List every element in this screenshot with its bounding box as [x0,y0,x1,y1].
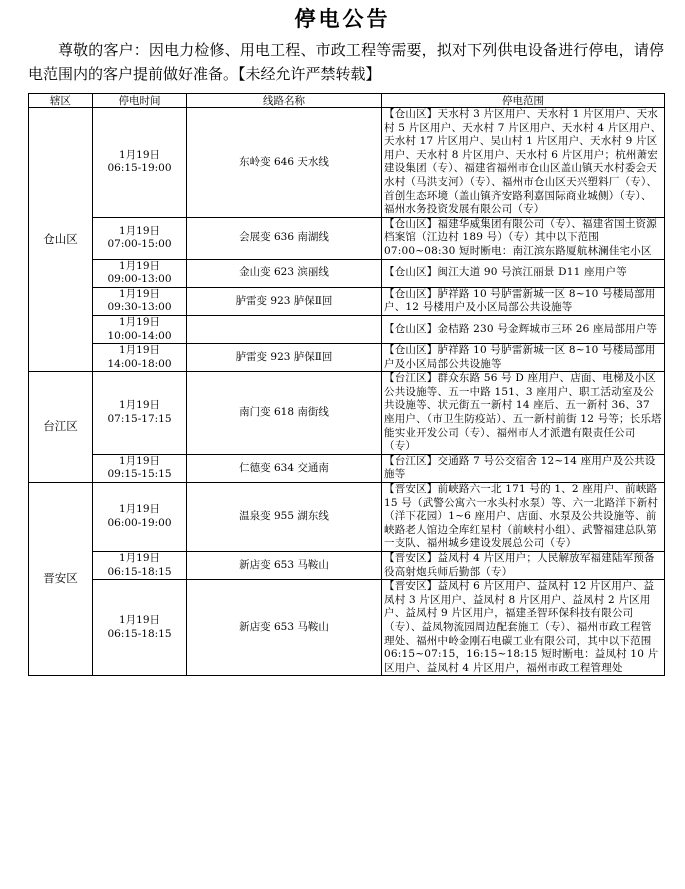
hours-text: 10:00-14:00 [107,329,172,342]
date-text: 1月19日 [118,614,161,627]
table-row [29,259,665,287]
district-cell: 晋安区 [29,483,93,676]
line-cell: 南门变 618 南街线 [187,372,382,455]
time-cell [93,552,187,580]
area-cell: 【仓山区】胪祥路 10 号胪雷新城一区 8~10 号楼局部用户及小区局部公共设施等 [382,344,665,372]
district-cell: 台江区 [29,372,93,483]
table-row [29,287,665,315]
time-cell [93,580,187,676]
time-cell [93,315,187,343]
line-cell: 新店变 653 马鞍山 [187,552,382,580]
area-cell: 【仓山区】天水村 3 片区用户、天水村 1 片区用户、天水村 5 片区用户、天水村 7 片区用户、天水村 4 片区用户、天水村 17 片区用户、吴山村 1 片区用户、天水村 9 片区用户、天水村 8 片区用户、天水村 6 片区用户；杭州萧宏建设集团（专）、福建省福州市仓山区盖山镇天水村委会天水村（马洪支河）（专）、福州市仓山区天兴塑料厂（专）、首创生态环境（盖山镇齐安路利嘉国际商业城侧）（专）、福州水务投资发展有限公司（专） [382,108,665,218]
header-line: 线路名称 [187,94,382,108]
hours-text: 07:00-15:00 [107,238,172,251]
date-text: 1月19日 [118,399,161,412]
header-time: 停电时间 [93,94,187,108]
table-row [29,344,665,372]
date-text: 1月19日 [118,315,161,328]
time-cell [93,287,187,315]
line-cell: 仁德变 634 交通南 [187,454,382,482]
time-cell [93,108,187,218]
time-cell [93,454,187,482]
line-cell: 金山变 623 滨丽线 [187,259,382,287]
table-row [29,217,665,259]
hours-text: 09:00-13:00 [107,273,172,286]
table-row [29,108,665,218]
date-text: 1月19日 [118,287,161,300]
date-text: 1月19日 [118,344,161,357]
hours-text: 09:15-15:15 [107,468,172,481]
line-cell [187,315,382,343]
district-cell: 仓山区 [29,108,93,372]
table-row [29,315,665,343]
line-cell: 新店变 653 马鞍山 [187,580,382,676]
page-title: 停电公告 [294,6,391,31]
area-cell: 【仓山区】胪祥路 10 号胪雷新城一区 8~10 号楼局部用户、12 号楼用户及小区局部公共设施等 [382,287,665,315]
hours-text: 14:00-18:00 [107,357,172,370]
time-cell [93,344,187,372]
intro-paragraph: 尊敬的客户：因电力检修、用电工程、市政工程等需要，拟对下列供电设备进行停电，请停电范围内的客户提前做好准备。【未经允许严禁转载】 [28,41,664,83]
area-cell: 【仓山区】金桔路 230 号金辉城市三环 26 座局部用户等 [382,315,665,343]
time-cell [93,217,187,259]
table-row [29,483,665,552]
time-cell [93,259,187,287]
hours-text: 06:15-18:15 [107,565,172,578]
date-text: 1月19日 [118,454,161,467]
table-row [29,454,665,482]
line-cell: 会展变 636 南湖线 [187,217,382,259]
table-row [29,552,665,580]
area-cell: 【仓山区】福建华威集团有限公司（专）、福建省国土资源档案馆（江边村 189 号）（专）其中以下范围 07:00~08:30 短时断电：南江滨东路厦航林澜佳宅小区 [382,217,665,259]
area-cell: 【晋安区】益凤村 4 片区用户；人民解放军福建陆军预备役高射炮兵师后勤部（专） [382,552,665,580]
time-cell [93,372,187,455]
line-cell: 胪雷变 923 胪保Ⅱ回 [187,287,382,315]
hours-text: 06:15-18:15 [107,627,172,640]
date-text: 1月19日 [118,259,161,272]
hours-text: 07:15-17:15 [107,413,172,426]
date-text: 1月19日 [118,503,161,516]
hours-text: 09:30-13:00 [107,301,172,314]
line-cell: 东岭变 646 天水线 [187,108,382,218]
line-cell: 胪雷变 923 胪保Ⅱ回 [187,344,382,372]
table-header-row [29,94,665,108]
header-area: 停电范围 [382,94,665,108]
hours-text: 06:15-19:00 [107,162,172,175]
date-text: 1月19日 [118,552,161,564]
area-cell: 【晋安区】益凤村 6 片区用户、益凤村 12 片区用户、益凤村 3 片区用户、益凤村 8 片区用户、益凤村 2 片区用户、益凤村 9 片区用户，福建圣智环保科技有限公司（专）、益凤物流园周边配套施工（专）、福州市政工程管理处、福州中岭金刚石电碳工业有限公司，其中以下范围 06:15~07:15，16:15~18:15 短时断电：益凤村 10 片区用户、益凤村 4 片区用户，福州市政工程管理处 [382,580,665,676]
area-cell: 【台江区】交通路 7 号公交宿舍 12~14 座用户及公共设施等 [382,454,665,482]
date-text: 1月19日 [118,148,161,161]
table-row [29,372,665,455]
area-cell: 【仓山区】闽江大道 90 号滨江丽景 D11 座用户等 [382,259,665,287]
hours-text: 06:00-19:00 [107,517,172,530]
line-cell: 温泉变 955 湖东线 [187,483,382,552]
header-district: 辖区 [29,94,93,108]
date-text: 1月19日 [118,224,161,237]
outage-table [28,93,665,676]
time-cell [93,483,187,552]
area-cell: 【晋安区】前峡路六一北 171 号的 1、2 座用户、前峡路 15 号（武警公寓六一水头村水泵）等、六一北路洋下新村（洋下花园）1~6 座用户、店面、水泵及公共设施等、前峡路老人馆边全库红星村（前峡村小组）、武警福建总队第一支队、福州城乡建设发展总公司（专） [382,483,665,552]
table-row [29,580,665,676]
area-cell: 【台江区】群众东路 56 号 D 座用户、店面、电梯及小区公共设施等、五一中路 151、3 座用户、职工活动室及公共设施等、状元街五一新村 14 座后、五一新村 36、37 座用户、（市卫生防疫站）、五一新村前街 12 号等；长乐塔能实业开发公司（专）、福州市人才派遣有限责任公司（专） [382,372,665,455]
